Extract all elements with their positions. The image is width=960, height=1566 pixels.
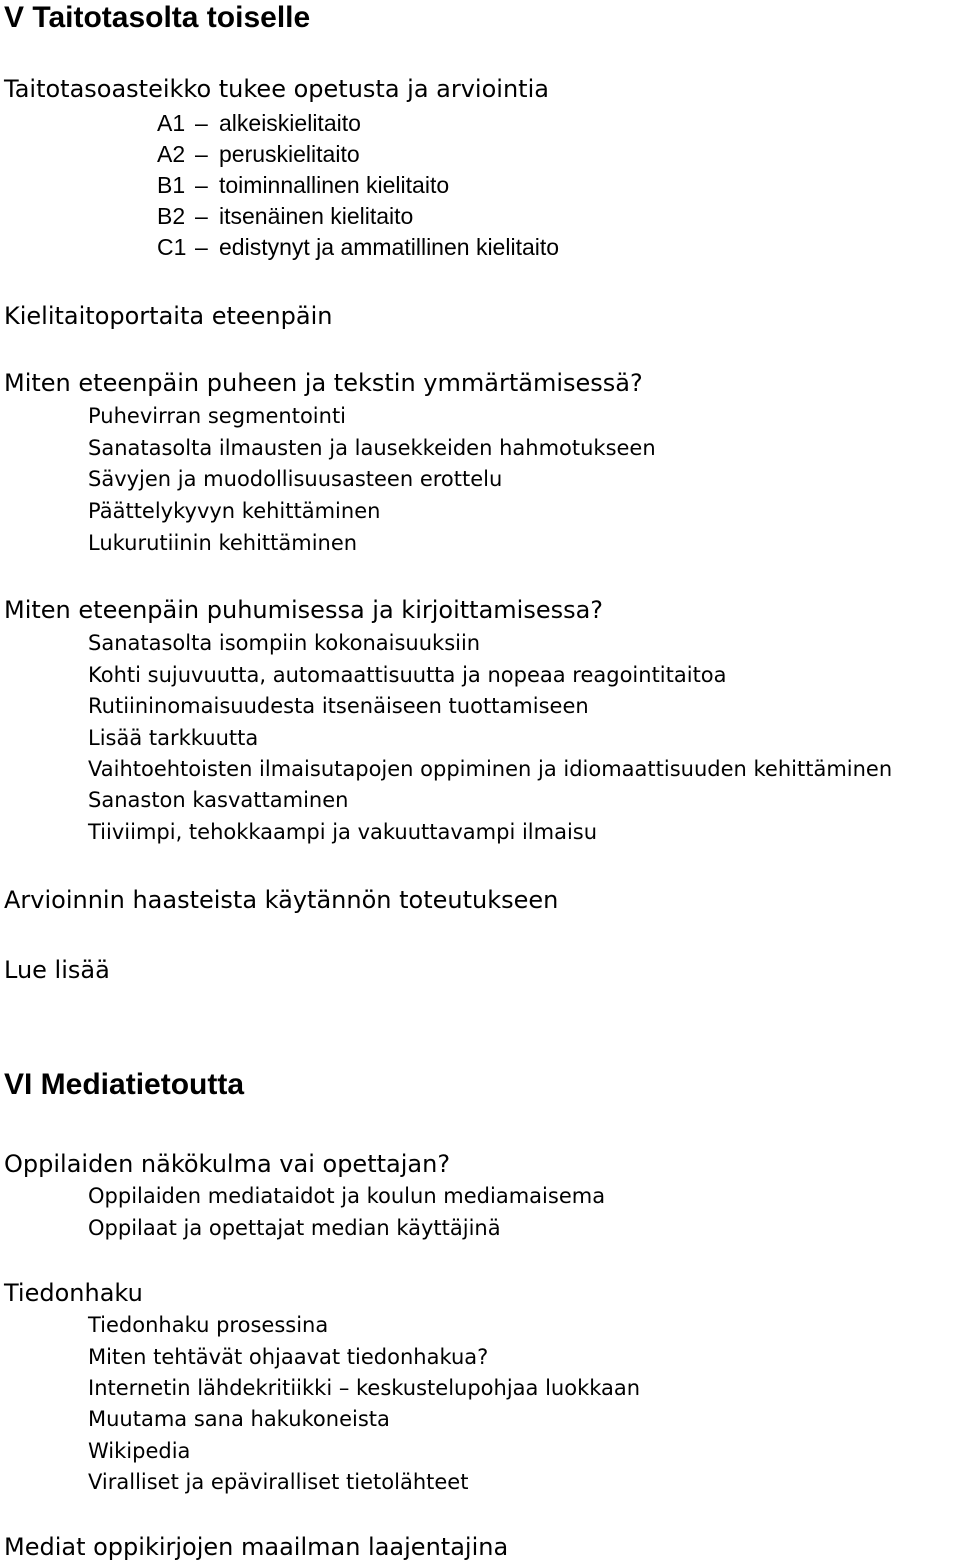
level-code: B2 — [157, 203, 186, 229]
speaking-heading: Miten eteenpäin puhumisessa ja kirjoittamisessa? — [4, 596, 604, 624]
level-label: peruskielitaito — [219, 141, 360, 167]
level-dash: – — [195, 141, 208, 167]
list-item: Tiedonhaku prosessina — [88, 1313, 329, 1337]
list-item: Sävyjen ja muodollisuusasteen erottelu — [88, 467, 503, 491]
list-item: Sanatasolta ilmausten ja lausekkeiden hahmotukseen — [88, 436, 656, 460]
read-more-link[interactable]: Lue lisää — [4, 956, 110, 984]
level-dash: – — [195, 110, 208, 136]
textbooks-heading: Mediat oppikirjojen maailman laajentajina — [4, 1533, 509, 1561]
level-code: A1 — [157, 110, 186, 136]
assessment-heading: Arvioinnin haasteista käytännön toteutukseen — [4, 886, 559, 914]
list-item: Oppilaat ja opettajat median käyttäjinä — [88, 1216, 501, 1240]
list-item: Internetin lähdekritiikki – keskustelupohjaa luokkaan — [88, 1376, 641, 1400]
list-item: Lukurutiinin kehittäminen — [88, 531, 358, 555]
list-item: Wikipedia — [88, 1439, 191, 1463]
level-item — [157, 202, 413, 230]
level-item — [157, 140, 360, 168]
list-item: Oppilaiden mediataidot ja koulun mediamaisema — [88, 1184, 606, 1208]
level-dash: – — [195, 234, 208, 260]
level-label: toiminnallinen kielitaito — [219, 172, 450, 198]
section-v-title: V Taitotasolta toiselle — [4, 1, 311, 34]
level-code: C1 — [157, 234, 187, 260]
level-label: itsenäinen kielitaito — [219, 203, 414, 229]
stairs-heading: Kielitaitoportaita eteenpäin — [4, 302, 333, 330]
level-item — [157, 233, 559, 261]
list-item: Kohti sujuvuutta, automaattisuutta ja nopeaa reagointitaitoa — [88, 663, 727, 687]
list-item: Viralliset ja epäviralliset tietolähteet — [88, 1470, 469, 1494]
level-item — [157, 171, 449, 199]
list-item: Rutiininomaisuudesta itsenäiseen tuottamiseen — [88, 694, 589, 718]
level-code: A2 — [157, 141, 186, 167]
list-item: Sanaston kasvattaminen — [88, 788, 349, 812]
level-label: edistynyt ja ammatillinen kielitaito — [219, 234, 560, 260]
list-item: Vaihtoehtoisten ilmaisutapojen oppiminen ja idiomaattisuuden kehittäminen — [88, 757, 893, 781]
level-label: alkeiskielitaito — [219, 110, 361, 136]
level-dash: – — [195, 203, 208, 229]
list-item: Päättelykyvyn kehittäminen — [88, 499, 381, 523]
scale-heading: Taitotasoasteikko tukee opetusta ja arviointia — [4, 75, 549, 103]
listening-heading: Miten eteenpäin puheen ja tekstin ymmärtämisessä? — [4, 369, 643, 397]
list-item: Miten tehtävät ohjaavat tiedonhakua? — [88, 1345, 489, 1369]
search-heading: Tiedonhaku — [4, 1279, 143, 1307]
list-item: Lisää tarkkuutta — [88, 726, 259, 750]
list-item: Muutama sana hakukoneista — [88, 1407, 390, 1431]
list-item: Sanatasolta isompiin kokonaisuuksiin — [88, 631, 481, 655]
section-vi-title: VI Mediatietoutta — [4, 1068, 245, 1101]
perspective-heading: Oppilaiden näkökulma vai opettajan? — [4, 1150, 451, 1178]
level-code: B1 — [157, 172, 186, 198]
list-item: Puhevirran segmentointi — [88, 404, 347, 428]
list-item: Tiiviimpi, tehokkaampi ja vakuuttavampi ilmaisu — [88, 820, 598, 844]
level-dash: – — [195, 172, 208, 198]
level-item — [157, 109, 361, 137]
